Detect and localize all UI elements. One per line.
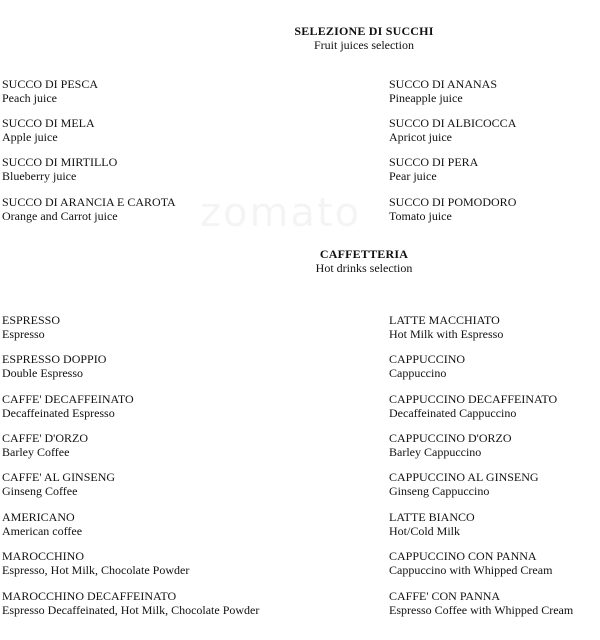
menu-item bbox=[389, 549, 552, 577]
item-description: Apple juice bbox=[2, 130, 58, 144]
item-name: LATTE MACCHIATO bbox=[389, 313, 500, 327]
item-description: Espresso bbox=[2, 327, 45, 341]
item-name: CAPPUCCINO AL GINSENG bbox=[389, 470, 539, 484]
item-name: CAPPUCCINO bbox=[389, 352, 466, 366]
item-name: ESPRESSO DOPPIO bbox=[2, 352, 107, 366]
item-description: Ginseng Coffee bbox=[2, 484, 78, 498]
item-description: Double Espresso bbox=[2, 366, 83, 380]
menu-item bbox=[2, 470, 115, 498]
menu-item bbox=[389, 77, 497, 105]
menu-item bbox=[2, 589, 259, 617]
item-name: MAROCCHINO DECAFFEINATO bbox=[2, 589, 177, 603]
menu-item bbox=[2, 510, 82, 538]
menu-item bbox=[2, 431, 88, 459]
item-name: LATTE BIANCO bbox=[389, 510, 475, 524]
item-description: Espresso, Hot Milk, Chocolate Powder bbox=[2, 563, 190, 577]
menu-item bbox=[2, 155, 117, 183]
menu-item bbox=[389, 589, 573, 617]
item-description: Barley Cappuccino bbox=[389, 445, 482, 459]
coffee-title: CAFFETTERIA bbox=[319, 247, 409, 261]
juices-title: SELEZIONE DI SUCCHI bbox=[294, 24, 434, 38]
menu-item bbox=[389, 352, 465, 380]
item-description: Hot/Cold Milk bbox=[389, 524, 461, 538]
menu-item bbox=[2, 116, 95, 144]
item-name: MAROCCHINO bbox=[2, 549, 85, 563]
item-description: Barley Coffee bbox=[2, 445, 70, 459]
item-description: Decaffeinated Cappuccino bbox=[389, 406, 517, 420]
item-name: SUCCO DI PERA bbox=[389, 155, 479, 169]
menu-item bbox=[389, 470, 539, 498]
item-name: SUCCO DI ALBICOCCA bbox=[389, 116, 517, 130]
juices-subtitle: Fruit juices selection bbox=[314, 38, 414, 52]
item-description: Peach juice bbox=[2, 91, 57, 105]
menu-item bbox=[389, 510, 475, 538]
item-name: SUCCO DI PESCA bbox=[2, 77, 99, 91]
item-name: CAPPUCCINO CON PANNA bbox=[389, 549, 537, 563]
juices-heading bbox=[0, 24, 600, 52]
menu-item bbox=[389, 431, 512, 459]
item-description: Pineapple juice bbox=[389, 91, 463, 105]
item-description: American coffee bbox=[2, 524, 83, 538]
item-description: Espresso Coffee with Whipped Cream bbox=[389, 603, 574, 617]
menu-item bbox=[2, 392, 134, 420]
menu-item bbox=[2, 77, 98, 105]
zomato-watermark bbox=[200, 190, 361, 236]
item-name: CAFFE' D'ORZO bbox=[2, 431, 89, 445]
menu-item bbox=[389, 313, 503, 341]
item-description: Cappuccino bbox=[389, 366, 447, 380]
item-name: CAPPUCCINO D'ORZO bbox=[389, 431, 512, 445]
coffee-heading bbox=[0, 247, 600, 275]
item-name: SUCCO DI MELA bbox=[2, 116, 95, 130]
item-description: Blueberry juice bbox=[2, 169, 77, 183]
item-description: Tomato juice bbox=[389, 209, 452, 223]
menu-item bbox=[2, 549, 189, 577]
item-description: Orange and Carrot juice bbox=[2, 209, 118, 223]
item-description: Ginseng Cappuccino bbox=[389, 484, 490, 498]
menu-item bbox=[389, 392, 557, 420]
coffee-subtitle: Hot drinks selection bbox=[315, 261, 413, 275]
item-name: AMERICANO bbox=[2, 510, 75, 524]
item-description: Espresso Decaffeinated, Hot Milk, Chocolate Powder bbox=[2, 603, 260, 617]
item-name: CAFFE' AL GINSENG bbox=[2, 470, 116, 484]
item-description: Pear juice bbox=[389, 169, 437, 183]
item-name: SUCCO DI ARANCIA E CAROTA bbox=[2, 195, 176, 209]
menu-item bbox=[2, 352, 106, 380]
item-description: Hot Milk with Espresso bbox=[389, 327, 504, 341]
item-description: Cappuccino with Whipped Cream bbox=[389, 563, 553, 577]
item-name: SUCCO DI POMODORO bbox=[389, 195, 517, 209]
menu-item bbox=[389, 116, 516, 144]
item-name: SUCCO DI MIRTILLO bbox=[2, 155, 118, 169]
menu-item bbox=[2, 195, 176, 223]
item-description: Apricot juice bbox=[389, 130, 452, 144]
menu-item bbox=[389, 155, 478, 183]
item-description: Decaffeinated Espresso bbox=[2, 406, 115, 420]
menu-item bbox=[2, 313, 60, 341]
item-name: ESPRESSO bbox=[2, 313, 61, 327]
item-name: CAFFE' DECAFFEINATO bbox=[2, 392, 134, 406]
item-name: SUCCO DI ANANAS bbox=[389, 77, 498, 91]
item-name: CAFFE' CON PANNA bbox=[389, 589, 501, 603]
item-name: CAPPUCCINO DECAFFEINATO bbox=[389, 392, 558, 406]
menu-item bbox=[389, 195, 516, 223]
